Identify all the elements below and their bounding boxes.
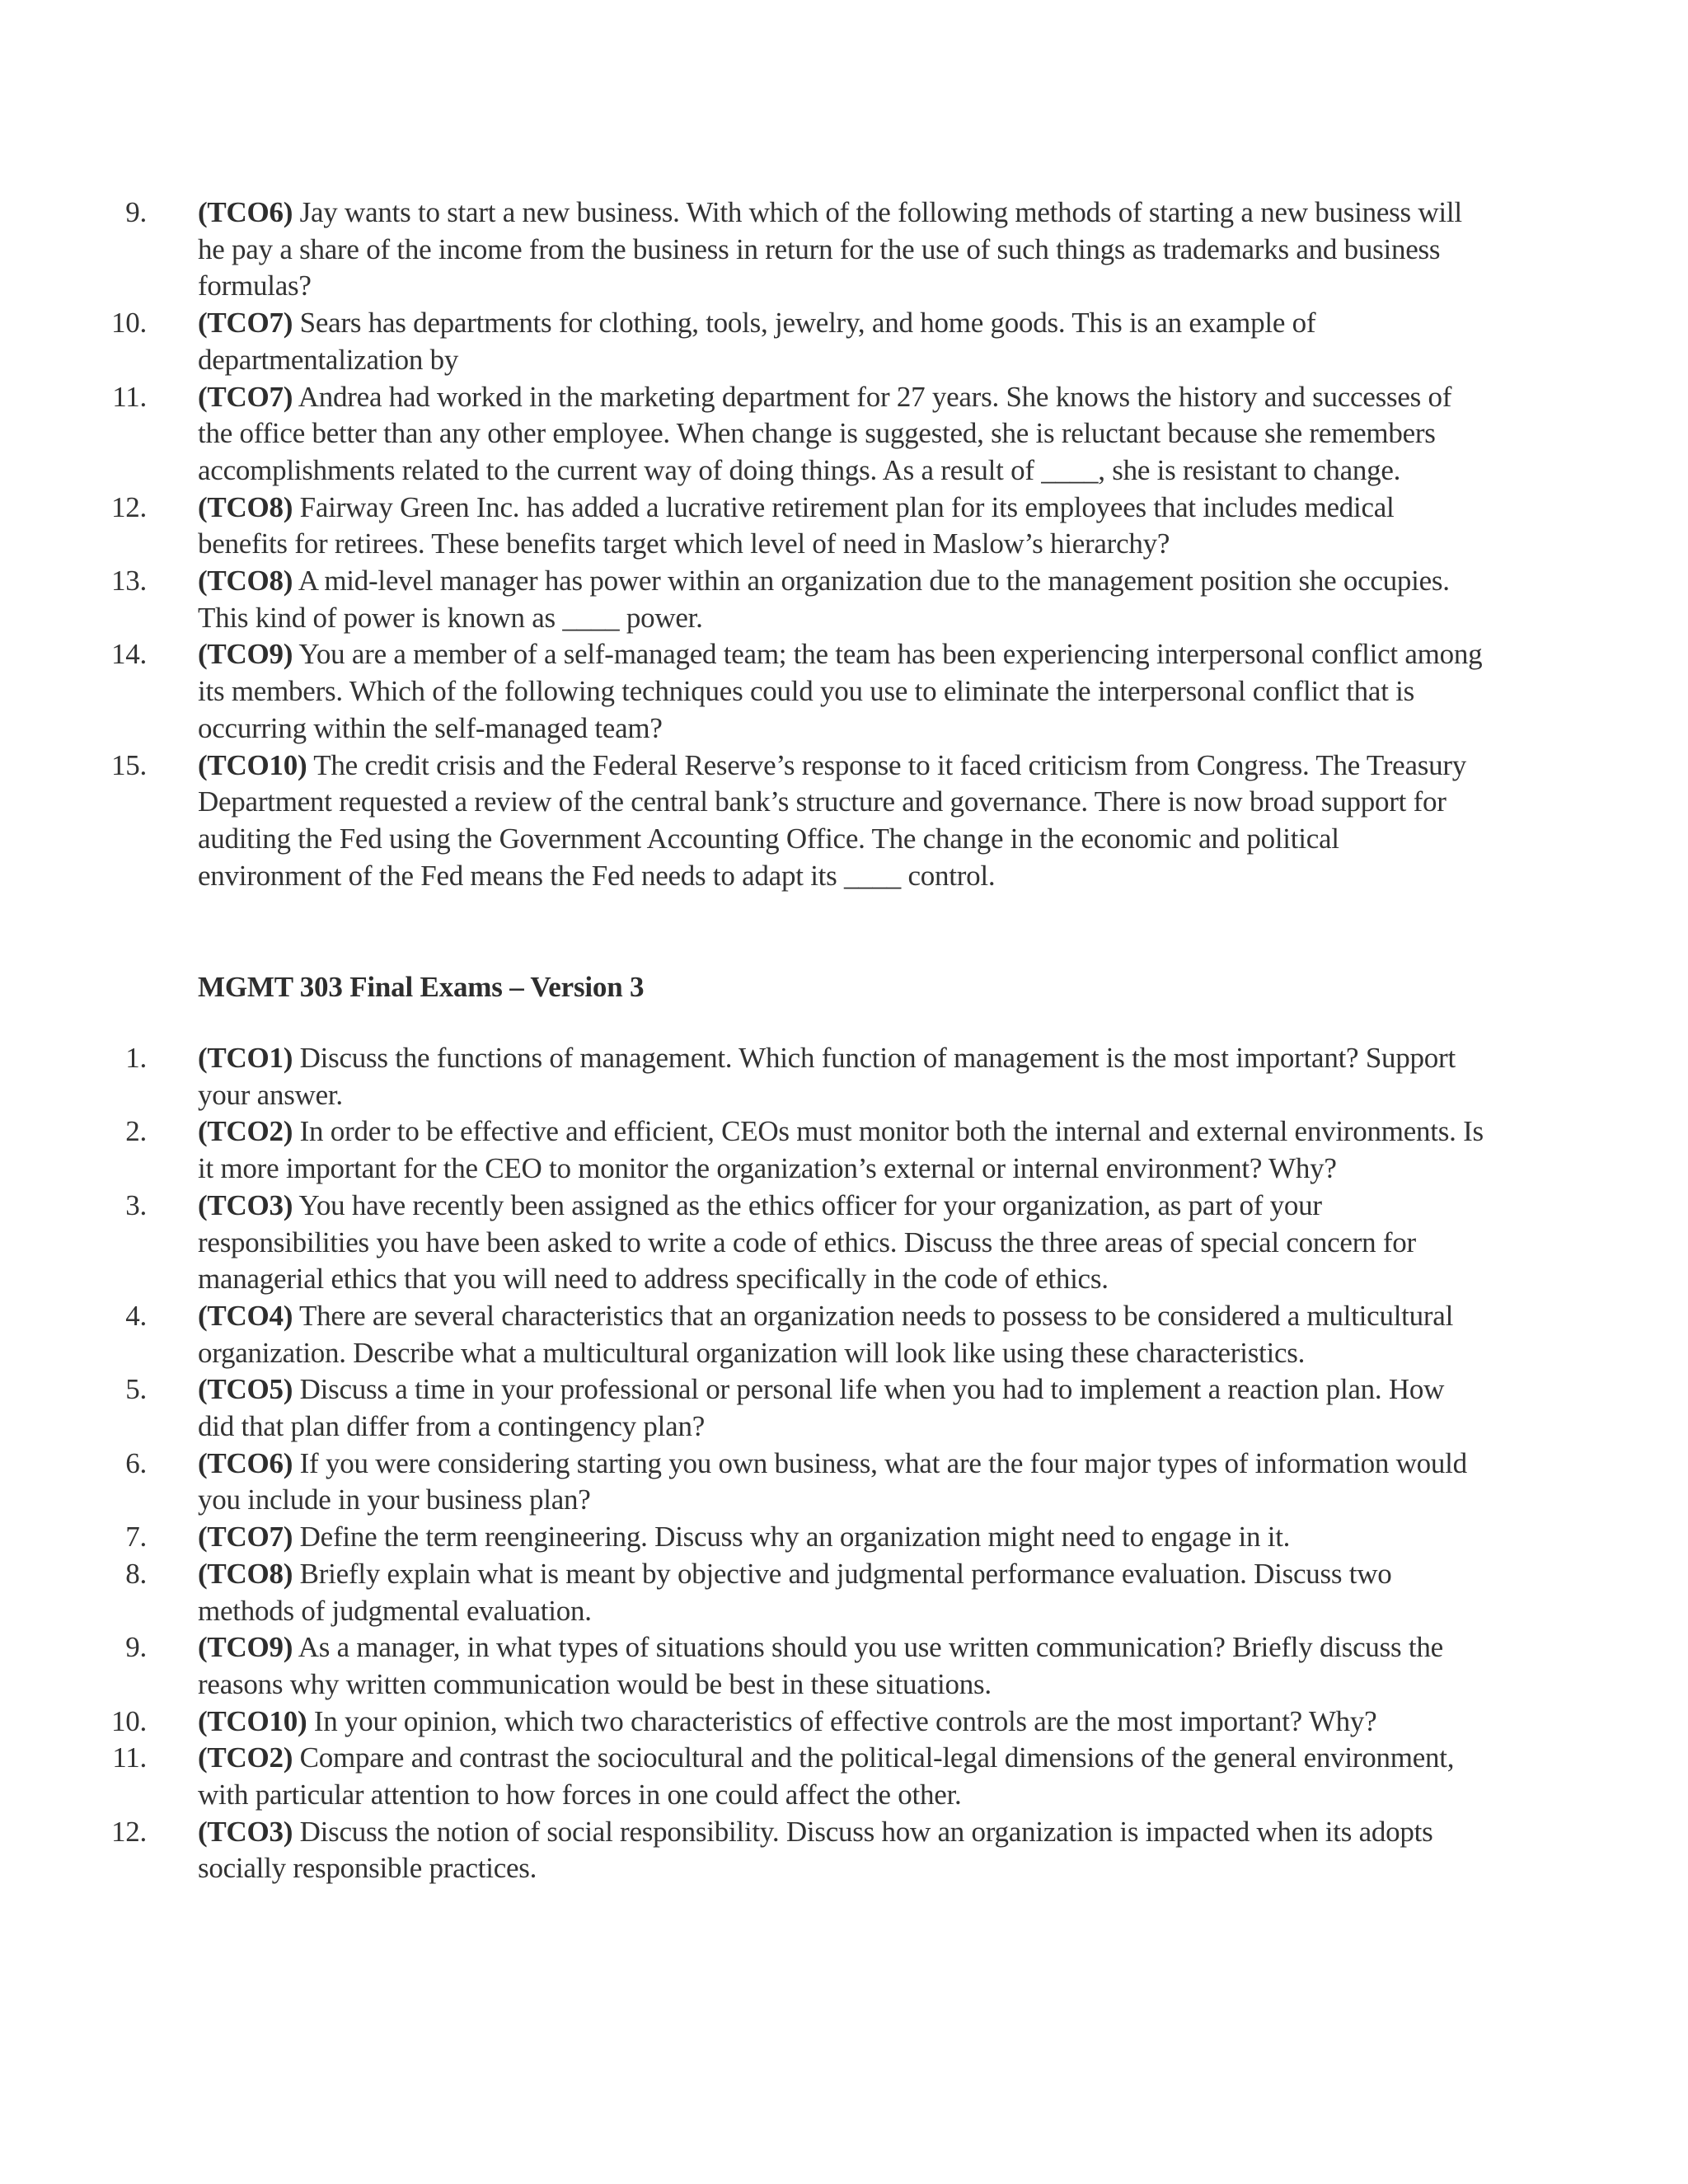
item-number: 1.: [125, 1042, 147, 1074]
tco-tag: (TCO3): [198, 1815, 293, 1848]
question-text: In order to be effective and efficient, CEOs must monitor both the internal and external environments. Is it more important for the CEO to monitor the organization’s external or internal environment? Why?: [198, 1115, 1484, 1185]
question-text: Sears has departments for clothing, tools, jewelry, and home goods. This is an example of departmentalization by: [198, 307, 1316, 376]
tco-tag: (TCO1): [198, 1042, 293, 1074]
tco-tag: (TCO2): [198, 1741, 293, 1774]
question-text: Discuss the functions of management. Which function of management is the most important? Support your answer.: [198, 1042, 1456, 1111]
question-list-version-3: [0, 1040, 1484, 1887]
tco-tag: (TCO5): [198, 1373, 293, 1406]
list-item: [0, 1298, 1484, 1371]
tco-tag: (TCO8): [198, 1557, 293, 1590]
question-text: Discuss the notion of social responsibility. Discuss how an organization is impacted when its adopts socially responsible practices.: [198, 1815, 1433, 1885]
question-text: You are a member of a self-managed team; the team has been experiencing interpersonal conflict among its members. Which of the following techniques could you use to eliminate the interpersonal conflict that is occurring within the self-managed team?: [198, 638, 1483, 744]
tco-tag: (TCO3): [198, 1188, 293, 1221]
item-number: 5.: [125, 1373, 147, 1406]
item-number: 4.: [125, 1299, 147, 1332]
list-item: [0, 1519, 1484, 1556]
item-number: 3.: [125, 1188, 147, 1221]
item-number: 6.: [125, 1446, 147, 1479]
item-number: 15.: [111, 748, 147, 781]
list-item: [0, 1629, 1484, 1703]
question-text: In your opinion, which two characteristics of effective controls are the most important? Why?: [307, 1704, 1377, 1737]
question-text: A mid-level manager has power within an organization due to the management position she occupies. This kind of power is known as ____ power.: [198, 565, 1450, 634]
question-text: There are several characteristics that an organization needs to possess to be considered a multicultural organization. Describe what a multicultural organization will look like using these characteristics.: [198, 1299, 1454, 1369]
item-number: 12.: [111, 490, 147, 523]
list-item: [0, 748, 1484, 895]
question-text: You have recently been assigned as the ethics officer for your organization, as part of your responsibilities you have been asked to write a code of ethics. Discuss the three areas of special concern for managerial ethics that you will need to address specifically in the code of ethics.: [198, 1188, 1416, 1296]
list-item: [0, 1556, 1484, 1629]
item-number: 10.: [111, 307, 147, 340]
question-text: Fairway Green Inc. has added a lucrative retirement plan for its employees that includes medical benefits for retirees. These benefits target which level of need in Maslow’s hierarchy?: [198, 490, 1395, 560]
item-number: 9.: [125, 1631, 147, 1664]
item-number: 12.: [111, 1815, 147, 1848]
list-item: [0, 563, 1484, 636]
list-item: [0, 1040, 1484, 1113]
question-text: Discuss a time in your professional or personal life when you had to implement a reaction plan. How did that plan differ from a contingency plan?: [198, 1373, 1445, 1443]
section-title: MGMT 303 Final Exams – Version 3: [198, 971, 645, 1003]
list-item: [0, 379, 1484, 490]
tco-tag: (TCO6): [198, 196, 293, 228]
item-number: 14.: [111, 638, 147, 671]
list-item: [0, 490, 1484, 563]
question-text: Compare and contrast the sociocultural and the political-legal dimensions of the general environment, with particular attention to how forces in one could affect the other.: [198, 1741, 1455, 1811]
tco-tag: (TCO10): [198, 748, 307, 781]
question-text: As a manager, in what types of situations should you use written communication? Briefly discuss the reasons why written communication would be best in these situations.: [198, 1631, 1443, 1700]
item-number: 10.: [111, 1704, 147, 1737]
question-text: Define the term reengineering. Discuss why an organization might need to engage in it.: [293, 1521, 1291, 1554]
item-number: 13.: [111, 565, 147, 598]
question-text: If you were considering starting you own business, what are the four major types of information would you include in your business plan?: [198, 1446, 1467, 1516]
tco-tag: (TCO8): [198, 565, 293, 598]
tco-tag: (TCO10): [198, 1704, 307, 1737]
tco-tag: (TCO2): [198, 1115, 293, 1148]
list-item: [0, 636, 1484, 747]
item-number: 8.: [125, 1557, 147, 1590]
list-item: [0, 1740, 1484, 1813]
item-number: 7.: [125, 1521, 147, 1554]
tco-tag: (TCO4): [198, 1299, 293, 1332]
question-text: Andrea had worked in the marketing department for 27 years. She knows the history and successes of the office better than any other employee. When change is suggested, she is reluctant because she remembers accomplishments related to the current way of doing things. As a result of ____, she is resistant to change.: [198, 380, 1452, 486]
item-number: 2.: [125, 1115, 147, 1148]
item-number: 9.: [125, 196, 147, 228]
list-item: [0, 1113, 1484, 1187]
list-item: [0, 1371, 1484, 1445]
tco-tag: (TCO8): [198, 490, 293, 523]
item-number: 11.: [112, 1741, 147, 1774]
question-text: Jay wants to start a new business. With which of the following methods of starting a new business will he pay a share of the income from the business in return for the use of such things as trademarks and business formulas?: [198, 196, 1462, 302]
question-text: Briefly explain what is meant by objective and judgmental performance evaluation. Discuss two methods of judgmental evaluation.: [198, 1557, 1392, 1627]
list-item: [0, 305, 1484, 378]
tco-tag: (TCO7): [198, 380, 293, 413]
tco-tag: (TCO7): [198, 307, 293, 340]
tco-tag: (TCO6): [198, 1446, 293, 1479]
list-item: [0, 1446, 1484, 1519]
item-number: 11.: [112, 380, 147, 413]
question-list-continued: [0, 194, 1484, 894]
list-item: [0, 1814, 1484, 1887]
list-item: [0, 194, 1484, 305]
tco-tag: (TCO7): [198, 1521, 293, 1554]
tco-tag: (TCO9): [198, 1631, 293, 1664]
question-text: The credit crisis and the Federal Reserve’s response to it faced criticism from Congress. The Treasury Department requested a review of the central bank’s structure and governance. There is now broad support for auditing the Fed using the Government Accounting Office. The change in the economic and political environment of the Fed means the Fed needs to adapt its ____ control.: [198, 748, 1467, 892]
list-item: [0, 1188, 1484, 1298]
tco-tag: (TCO9): [198, 638, 293, 671]
list-item: [0, 1704, 1484, 1741]
